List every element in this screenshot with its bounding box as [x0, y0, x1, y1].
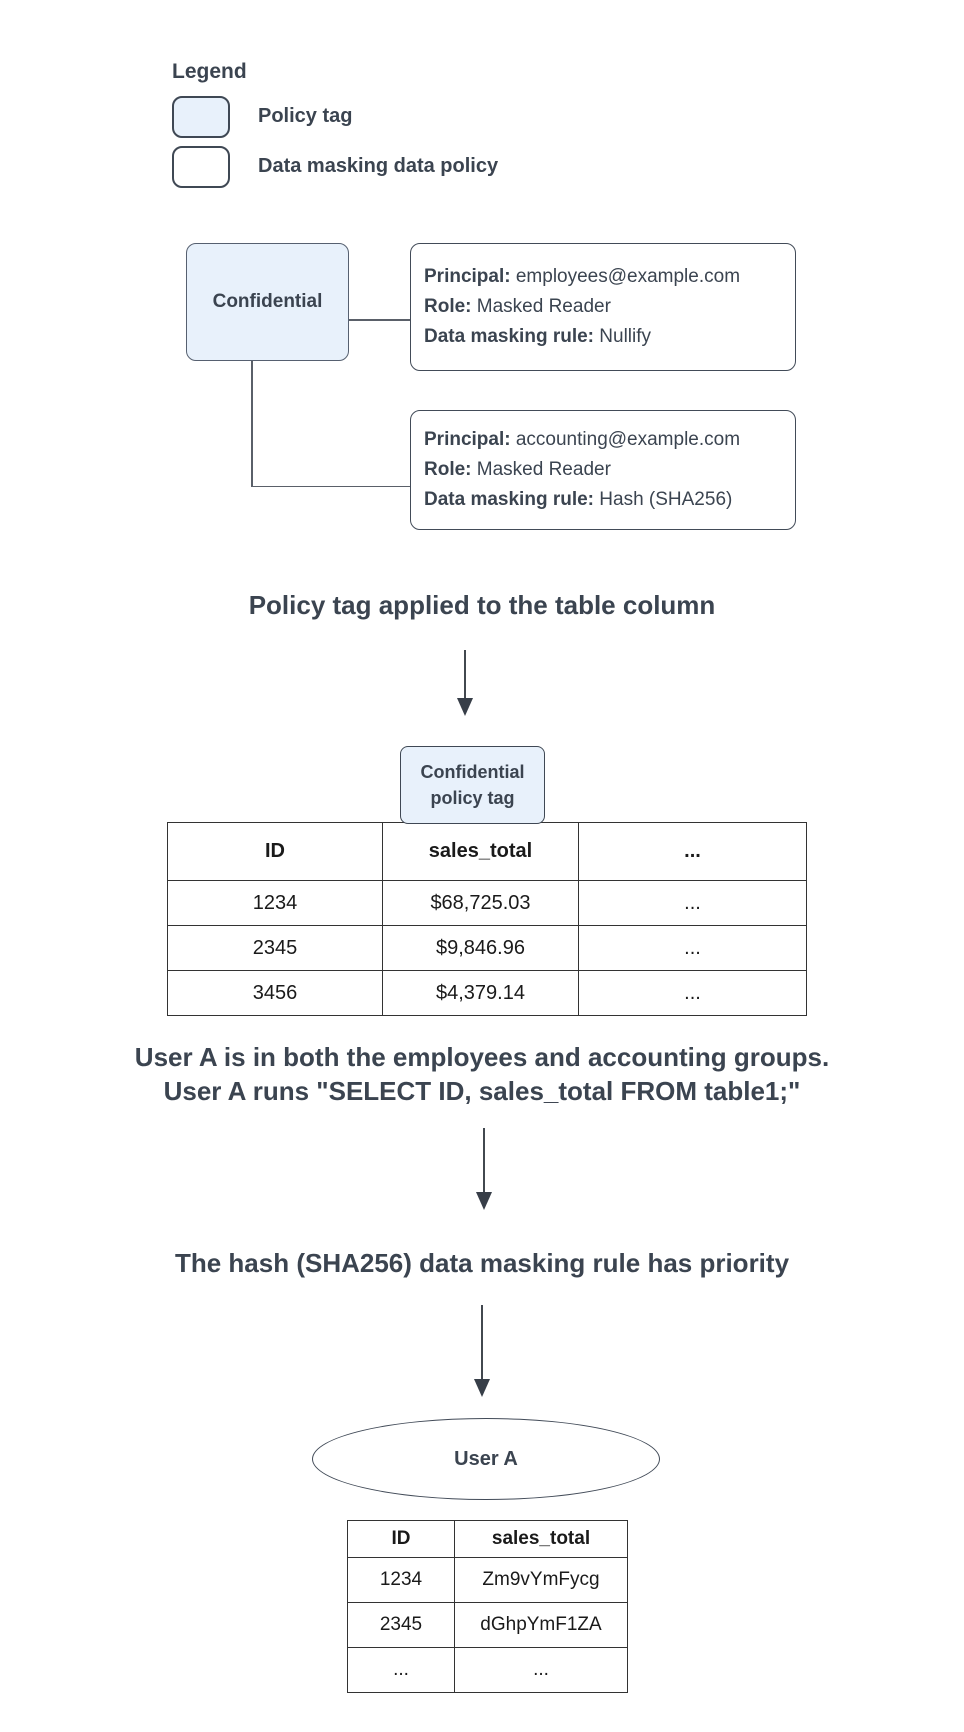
table-row	[168, 971, 807, 1016]
policy-line	[424, 425, 795, 455]
table-cell: 1234	[348, 1558, 455, 1603]
policy-line	[424, 292, 795, 322]
field-value: Masked Reader	[471, 296, 611, 317]
field-value: accounting@example.com	[510, 429, 741, 450]
field-label: Role:	[424, 296, 472, 317]
column-policy-tag-badge	[400, 746, 545, 824]
table-header-row	[168, 823, 807, 881]
data-policy-box-nullify	[410, 243, 796, 371]
field-label: Principal:	[424, 266, 511, 287]
table-cell: 2345	[168, 926, 383, 971]
table-row	[168, 881, 807, 926]
table-cell: ...	[455, 1648, 628, 1693]
down-arrow-icon	[464, 650, 466, 698]
table-cell: ...	[579, 926, 807, 971]
table-cell: dGhpYmF1ZA	[455, 1603, 628, 1648]
policy-line	[424, 485, 795, 515]
policy-line	[424, 455, 795, 485]
source-table	[167, 822, 807, 1016]
policy-tag-node	[186, 243, 349, 361]
column-header-id: ID	[168, 823, 383, 881]
legend-data-policy-label: Data masking data policy	[258, 155, 499, 177]
column-header-sales-total: sales_total	[455, 1521, 628, 1558]
table-cell: $68,725.03	[383, 881, 579, 926]
connector-to-policy-2-vertical	[251, 361, 253, 487]
caption-user-groups	[0, 1040, 964, 1108]
table-cell: 2345	[348, 1603, 455, 1648]
table-header-row	[348, 1521, 628, 1558]
legend-title: Legend	[172, 60, 247, 83]
result-table	[347, 1520, 628, 1693]
column-policy-tag-label: Confidential policy tag	[420, 762, 525, 808]
field-label: Data masking rule:	[424, 489, 594, 510]
table-cell: 1234	[168, 881, 383, 926]
down-arrow-head-icon	[474, 1379, 490, 1397]
down-arrow-icon	[481, 1305, 483, 1379]
policy-line	[424, 262, 795, 292]
caption-policy-tag-applied: Policy tag applied to the table column	[248, 590, 716, 620]
field-value: employees@example.com	[510, 266, 741, 287]
table-cell: 3456	[168, 971, 383, 1016]
column-header-ellipsis: ...	[579, 823, 807, 881]
field-label: Principal:	[424, 429, 511, 450]
data-policy-box-hash	[410, 410, 796, 530]
legend-policy-tag-label: Policy tag	[258, 105, 353, 127]
legend-data-policy-swatch	[172, 146, 230, 188]
table-cell: ...	[579, 971, 807, 1016]
user-a-node	[312, 1418, 660, 1500]
table-row	[348, 1603, 628, 1648]
table-cell: $9,846.96	[383, 926, 579, 971]
table-row	[168, 926, 807, 971]
caption-hash-priority: The hash (SHA256) data masking rule has priority	[174, 1248, 790, 1278]
column-header-id: ID	[348, 1521, 455, 1558]
column-header-sales-total: sales_total	[383, 823, 579, 881]
down-arrow-head-icon	[457, 698, 473, 716]
field-value: Masked Reader	[471, 459, 611, 480]
legend-policy-tag-swatch	[172, 96, 230, 138]
connector-to-policy-2-horizontal	[251, 486, 410, 488]
field-label: Role:	[424, 459, 472, 480]
table-row	[348, 1648, 628, 1693]
down-arrow-head-icon	[476, 1192, 492, 1210]
field-label: Data masking rule:	[424, 326, 594, 347]
policy-line	[424, 322, 795, 352]
field-value: Nullify	[594, 326, 652, 347]
table-cell: ...	[348, 1648, 455, 1693]
policy-tag-node-label: Confidential	[212, 291, 323, 312]
caption-user-groups-line2: User A runs "SELECT ID, sales_total FROM table1;"	[163, 1076, 801, 1106]
table-cell: Zm9vYmFycg	[455, 1558, 628, 1603]
field-value: Hash (SHA256)	[594, 489, 733, 510]
caption-user-groups-line1: User A is in both the employees and accounting groups.	[134, 1042, 830, 1072]
table-row	[348, 1558, 628, 1603]
down-arrow-icon	[483, 1128, 485, 1192]
user-a-label: User A	[454, 1447, 518, 1470]
table-cell: $4,379.14	[383, 971, 579, 1016]
table-cell: ...	[579, 881, 807, 926]
connector-to-policy-1	[349, 319, 410, 321]
